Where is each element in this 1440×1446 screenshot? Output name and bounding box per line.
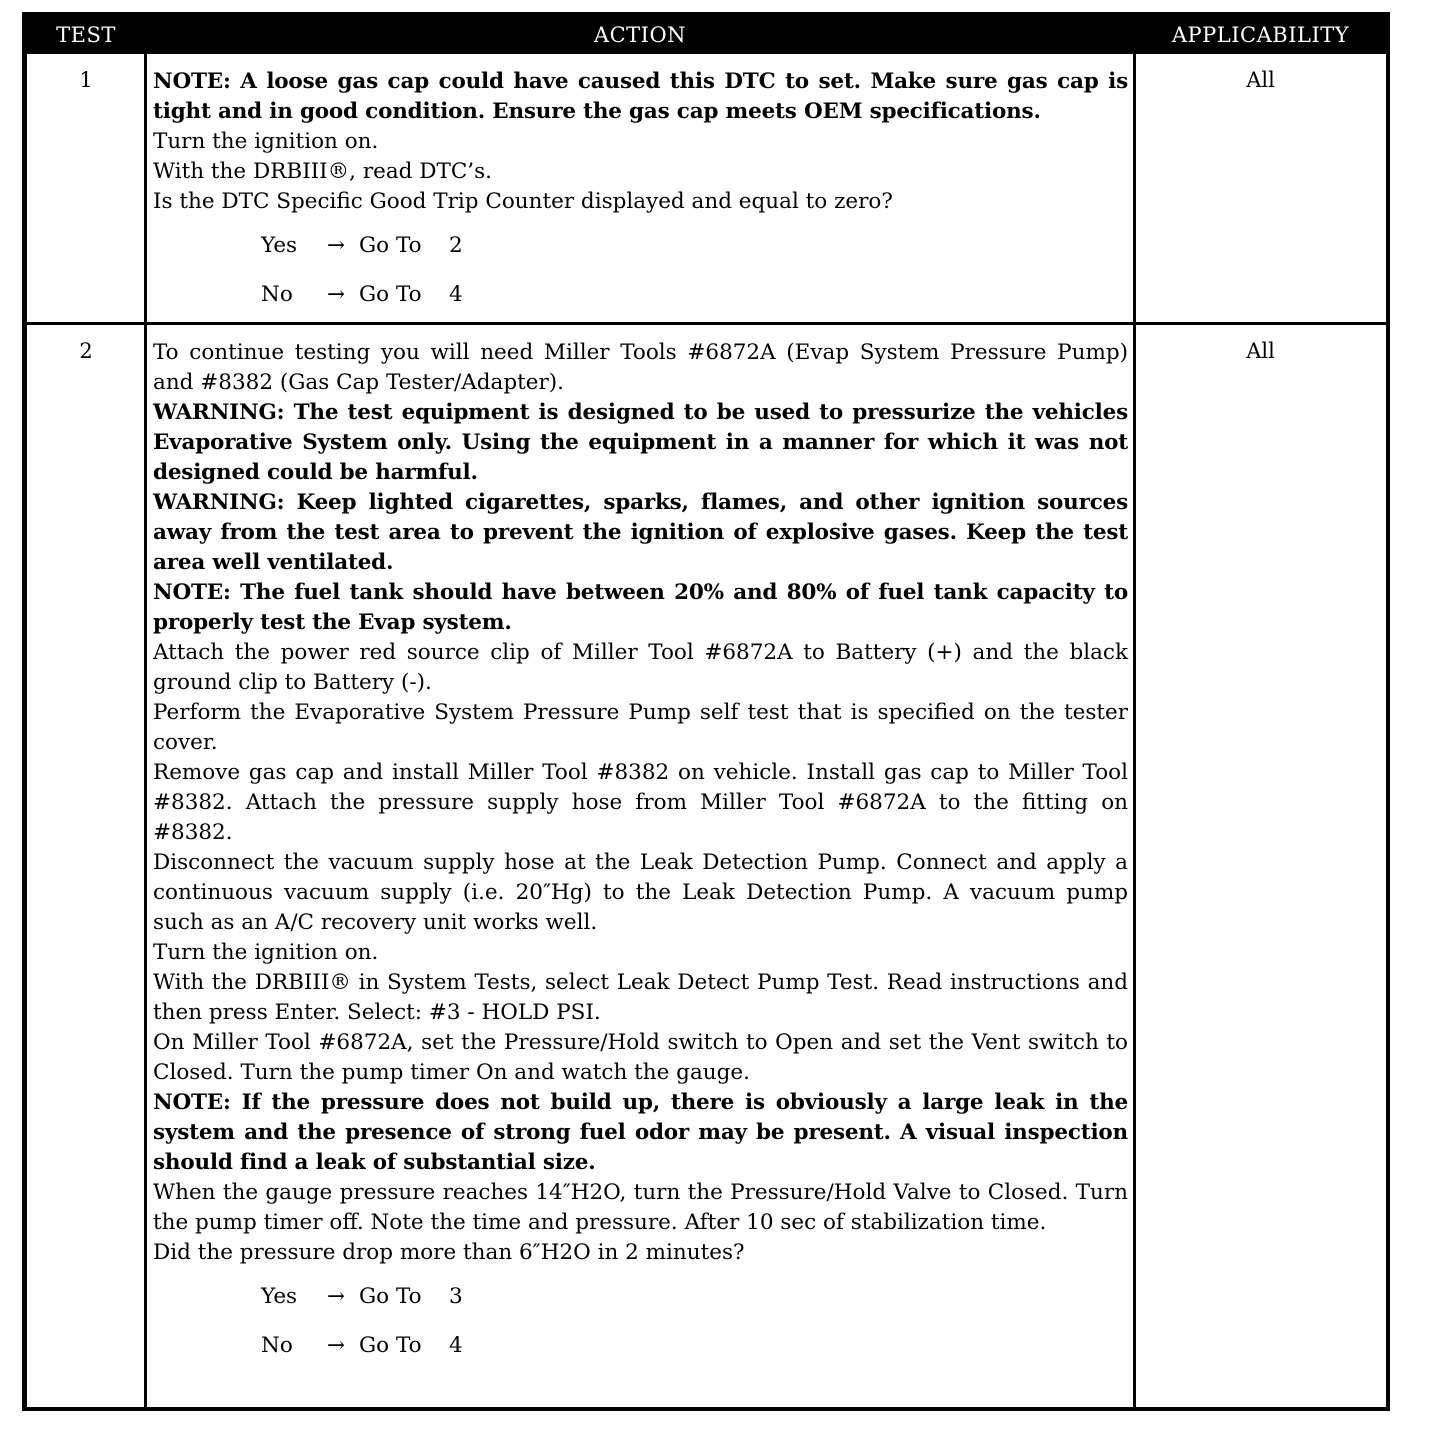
- answer-label: Yes: [261, 233, 298, 258]
- column-divider-left: [144, 54, 147, 1411]
- arrow-icon: →: [326, 1284, 345, 1309]
- action-note: NOTE: A loose gas cap could have caused this DTC to set. Make sure gas cap is tight and in good condition. Ensure the gas cap meets OEM specifications.: [153, 69, 1128, 124]
- action-step: Remove gas cap and install Miller Tool #8382 on vehicle. Install gas cap to Miller Tool #8382. Attach the pressure supply hose from Miller Tool #6872A to the fitting on #8382.: [153, 760, 1128, 845]
- action-question: Did the pressure drop more than 6″H2O in 2 minutes?: [153, 1240, 745, 1265]
- action-note: NOTE: If the pressure does not build up, there is obviously a large leak in the system and the presence of strong fuel odor may be present. A visual inspection should find a leak of substantial size.: [153, 1090, 1128, 1175]
- goto-target: 3: [449, 1284, 463, 1309]
- action-step: To continue testing you will need Miller Tools #6872A (Evap System Pressure Pump) and #8382 (Gas Cap Tester/Adapter).: [153, 340, 1128, 395]
- action-question: Is the DTC Specific Good Trip Counter displayed and equal to zero?: [153, 189, 893, 214]
- goto-label: Go To: [359, 1333, 422, 1358]
- action-step: Turn the ignition on.: [153, 940, 379, 965]
- action-step: Turn the ignition on.: [153, 129, 379, 154]
- action-step: Disconnect the vacuum supply hose at the Leak Detection Pump. Connect and apply a continuous vacuum supply (i.e. 20″Hg) to the Leak Detection Pump. A vacuum pump such as an A/C recovery unit works well.: [153, 850, 1128, 935]
- action-cell: [153, 67, 1128, 319]
- goto-target: 2: [449, 233, 463, 258]
- answer-yes: [153, 1272, 1128, 1321]
- column-divider-right: [1133, 54, 1136, 1411]
- table-header: [27, 16, 1386, 54]
- action-step: When the gauge pressure reaches 14″H2O, turn the Pressure/Hold Valve to Closed. Turn the pump timer off. Note the time and pressure. After 10 sec of stabilization time.: [153, 1180, 1128, 1235]
- goto-label: Go To: [359, 233, 422, 258]
- header-test: TEST: [56, 23, 116, 47]
- action-step: With the DRBIII® in System Tests, select Leak Detect Pump Test. Read instructions and then press Enter. Select: #3 - HOLD PSI.: [153, 970, 1128, 1025]
- answer-label: Yes: [261, 1284, 298, 1309]
- answer-label: No: [261, 1333, 293, 1358]
- test-number: 2: [79, 339, 93, 363]
- test-number: 1: [79, 68, 93, 92]
- action-step: Attach the power red source clip of Miller Tool #6872A to Battery (+) and the black ground clip to Battery (-).: [153, 640, 1128, 695]
- action-warning: WARNING: The test equipment is designed to be used to pressurize the vehicles Evaporative System only. Using the equipment in a manner for which it was not designed could be harmful.: [153, 400, 1128, 485]
- header-applicability: APPLICABILITY: [1171, 23, 1350, 47]
- goto-target: 4: [449, 282, 463, 307]
- answer-no: [153, 270, 1128, 319]
- action-warning: WARNING: Keep lighted cigarettes, sparks, flames, and other ignition sources away from the test area to prevent the ignition of explosive gases. Keep the test area well ventilated.: [153, 490, 1128, 575]
- applicability-value: All: [1246, 68, 1275, 92]
- action-note: NOTE: The fuel tank should have between 20% and 80% of fuel tank capacity to properly test the Evap system.: [153, 580, 1128, 635]
- answer-no: [153, 1321, 1128, 1370]
- test-table: [22, 12, 1390, 1411]
- answer-yes: [153, 221, 1128, 270]
- action-cell: [153, 338, 1128, 1370]
- goto-label: Go To: [359, 282, 422, 307]
- action-step: On Miller Tool #6872A, set the Pressure/Hold switch to Open and set the Vent switch to Closed. Turn the pump timer On and watch the gauge.: [153, 1030, 1128, 1085]
- arrow-icon: →: [326, 233, 345, 258]
- goto-label: Go To: [359, 1284, 422, 1309]
- header-action: ACTION: [593, 23, 687, 47]
- goto-target: 4: [449, 1333, 463, 1358]
- answer-label: No: [261, 282, 293, 307]
- action-step: Perform the Evaporative System Pressure Pump self test that is specified on the tester cover.: [153, 700, 1128, 755]
- arrow-icon: →: [326, 282, 345, 307]
- applicability-value: All: [1246, 339, 1275, 363]
- action-step: With the DRBIII®, read DTC’s.: [153, 159, 492, 184]
- row-divider: [27, 322, 1386, 325]
- arrow-icon: →: [326, 1333, 345, 1358]
